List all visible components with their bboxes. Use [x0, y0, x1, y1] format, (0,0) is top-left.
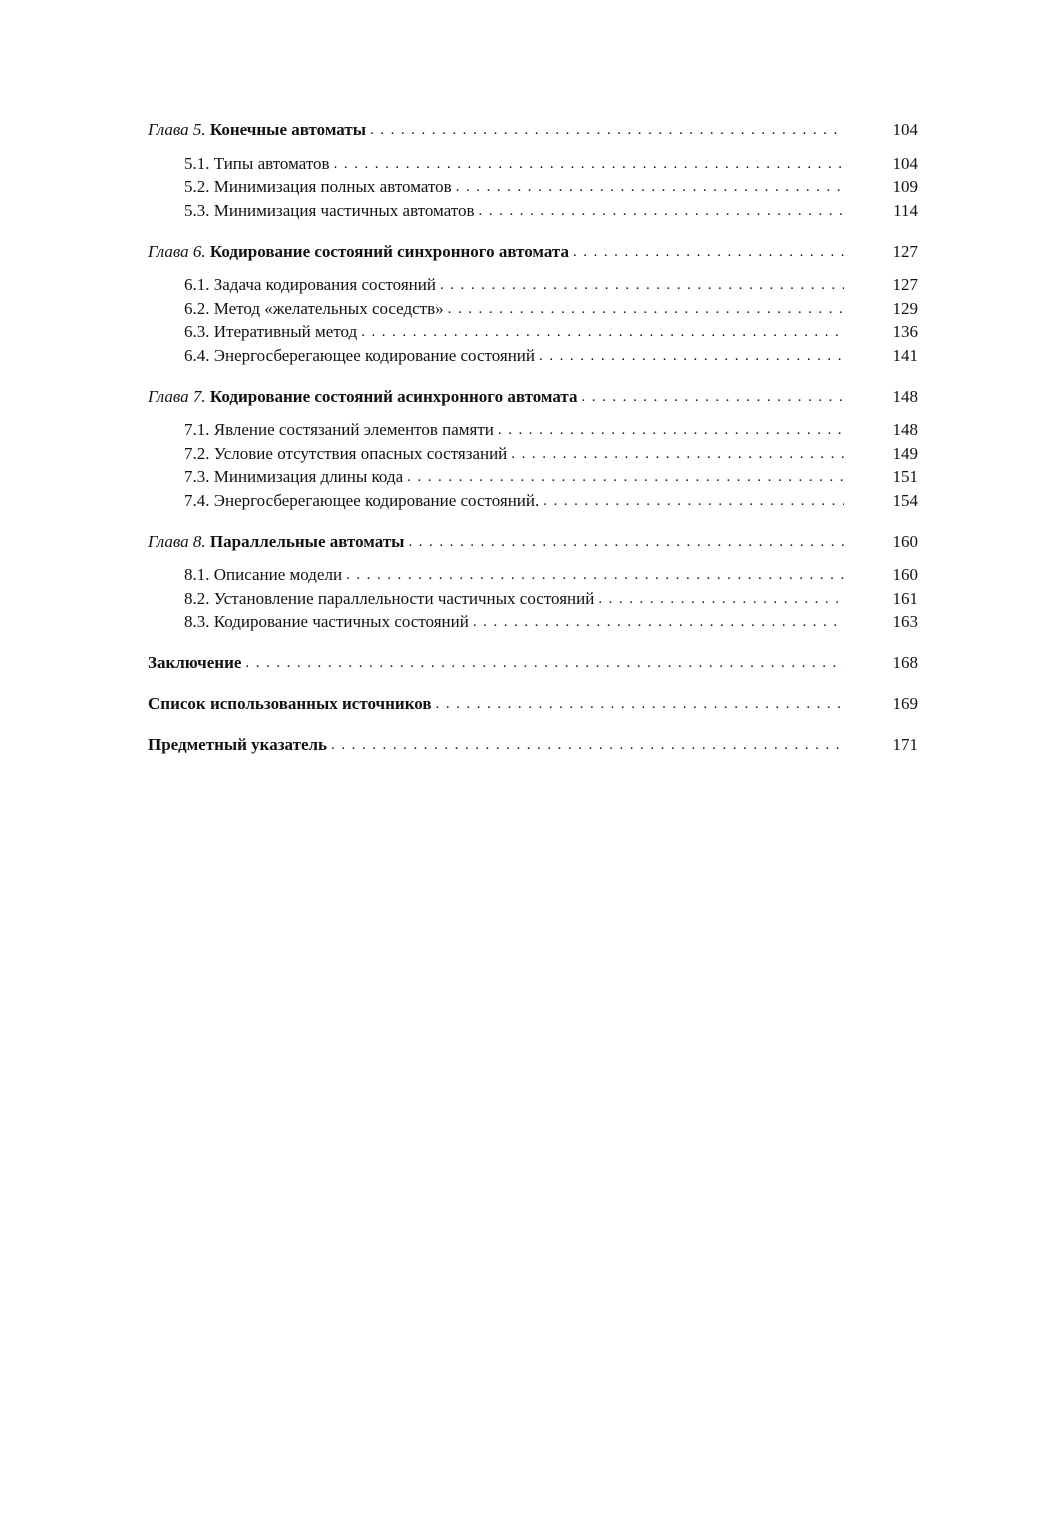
toc-section-row[interactable]: [148, 587, 918, 611]
toc-dot-leader: [331, 732, 844, 758]
toc-section-row[interactable]: [148, 610, 918, 634]
toc-entry-title: Заключение: [148, 653, 242, 672]
toc-chapter-title: Параллельные автоматы: [209, 531, 405, 551]
toc-section-row[interactable]: [148, 273, 918, 297]
toc-chapter-6: [148, 240, 918, 368]
toc-dot-leader: [448, 296, 844, 322]
toc-section-row[interactable]: [148, 199, 918, 223]
toc-chapter-title: Кодирование состояний синхронного автомата: [209, 241, 569, 261]
toc-chapter-title: Конечные автоматы: [209, 120, 366, 139]
toc-page-number: 169: [892, 694, 918, 713]
toc-chapter-title: Кодирование состояний асинхронного автомата: [209, 386, 578, 406]
toc-page-number: 161: [892, 588, 918, 608]
toc-dot-leader: [479, 198, 844, 224]
toc-dot-leader: [573, 239, 844, 265]
toc-section-row[interactable]: [148, 320, 918, 344]
toc-dot-leader: [440, 272, 844, 298]
toc-dot-leader: [539, 343, 844, 369]
toc-dot-leader: [346, 562, 844, 588]
toc-page-number: 141: [892, 345, 918, 365]
toc-section-title: 6.1. Задача кодирования состояний: [184, 275, 436, 294]
toc-section-row[interactable]: [148, 152, 918, 176]
toc-chapter-row[interactable]: [148, 118, 918, 142]
toc-section-row[interactable]: [148, 297, 918, 321]
toc-page-number: 149: [892, 443, 918, 463]
toc-chapter-heading: [148, 530, 404, 554]
toc-page-number: 160: [892, 565, 918, 584]
toc-section-title: 8.1. Описание модели: [184, 565, 343, 584]
toc-chapter-row[interactable]: [148, 530, 918, 554]
toc-spacer: [148, 222, 918, 240]
toc-dot-leader: [361, 319, 844, 345]
toc-dot-leader: [473, 609, 844, 635]
toc-spacer: [148, 512, 918, 530]
toc-dot-leader: [245, 650, 844, 676]
toc-page-number: 160: [892, 531, 918, 551]
toc-page-number: 114: [893, 200, 918, 220]
toc-page-number: 148: [892, 386, 918, 406]
toc-chapter-prefix: Глава 8.: [148, 531, 206, 551]
toc-spacer: [148, 634, 918, 652]
toc-section-row[interactable]: [148, 344, 918, 368]
toc-section-title: 6.2. Метод «желательных соседств»: [184, 298, 444, 318]
toc-section-title: 8.3. Кодирование частичных состояний: [184, 612, 469, 631]
toc-section-title: 7.4. Энергосберегающее кодирование состояний.: [184, 490, 540, 510]
toc-chapter-prefix: Глава 5.: [148, 120, 206, 139]
toc-chapter-5: [148, 118, 918, 222]
toc-dot-leader: [334, 151, 844, 177]
toc-section-title: 5.2. Минимизация полных автоматов: [184, 177, 452, 196]
toc-section-row[interactable]: [148, 489, 918, 513]
toc-chapter-heading: [148, 240, 569, 264]
toc-section-title: 8.2. Установление параллельности частичных состояний: [184, 588, 595, 608]
toc-dot-leader: [511, 441, 844, 467]
toc-dot-leader: [436, 691, 844, 717]
toc-dot-leader: [581, 384, 844, 410]
toc-page-number: 136: [892, 322, 918, 341]
toc-section-title: 6.3. Итеративный метод: [184, 322, 358, 341]
toc-page-number: 151: [892, 467, 918, 486]
toc-chapter-heading: [148, 385, 577, 409]
toc-chapter-row[interactable]: [148, 385, 918, 409]
toc-page-number: 109: [892, 177, 918, 196]
toc-back-matter-conclusion[interactable]: [148, 651, 918, 675]
toc-chapter-7: [148, 385, 918, 513]
toc-chapter-prefix: Глава 7.: [148, 386, 206, 406]
toc-dot-leader: [498, 417, 844, 443]
toc-spacer: [148, 367, 918, 385]
toc-section-row[interactable]: [148, 465, 918, 489]
toc-page-number: 171: [892, 735, 918, 754]
toc-page-number: 127: [892, 241, 918, 261]
toc-dot-leader: [370, 117, 844, 143]
toc-chapter-row[interactable]: [148, 240, 918, 264]
toc-page-number: 129: [892, 298, 918, 318]
toc-back-matter-references[interactable]: [148, 692, 918, 716]
toc-page-number: 104: [892, 120, 918, 139]
toc-chapter-heading: [148, 118, 366, 142]
toc-page-number: 154: [892, 490, 918, 510]
toc-section-title: 7.1. Явление состязаний элементов памяти: [184, 420, 494, 439]
table-of-contents: [148, 118, 918, 774]
toc-section-row[interactable]: [148, 175, 918, 199]
toc-entry-title: Список использованных источников: [148, 694, 432, 713]
toc-dot-leader: [598, 586, 844, 612]
toc-section-title: 6.4. Энергосберегающее кодирование состояний: [184, 345, 536, 365]
toc-page-number: 104: [892, 153, 918, 173]
toc-section-row[interactable]: [148, 418, 918, 442]
toc-dot-leader: [543, 488, 844, 514]
toc-section-title: 5.1. Типы автоматов: [184, 153, 330, 173]
toc-section-title: 7.2. Условие отсутствия опасных состязаний: [184, 443, 508, 463]
toc-chapter-8: [148, 530, 918, 634]
toc-page-number: 127: [892, 275, 918, 294]
toc-section-title: 7.3. Минимизация длины кода: [184, 467, 404, 486]
toc-dot-leader: [456, 174, 844, 200]
toc-page-number: 148: [892, 420, 918, 439]
toc-back-matter-index[interactable]: [148, 733, 918, 757]
toc-chapter-prefix: Глава 6.: [148, 241, 206, 261]
toc-section-title: 5.3. Минимизация частичных автоматов: [184, 200, 475, 220]
toc-section-row[interactable]: [148, 442, 918, 466]
toc-page-number: 168: [892, 653, 918, 672]
toc-entry-title: Предметный указатель: [148, 735, 328, 754]
toc-dot-leader: [407, 464, 844, 490]
toc-dot-leader: [408, 529, 844, 555]
toc-section-row[interactable]: [148, 563, 918, 587]
toc-page-number: 163: [892, 612, 918, 631]
